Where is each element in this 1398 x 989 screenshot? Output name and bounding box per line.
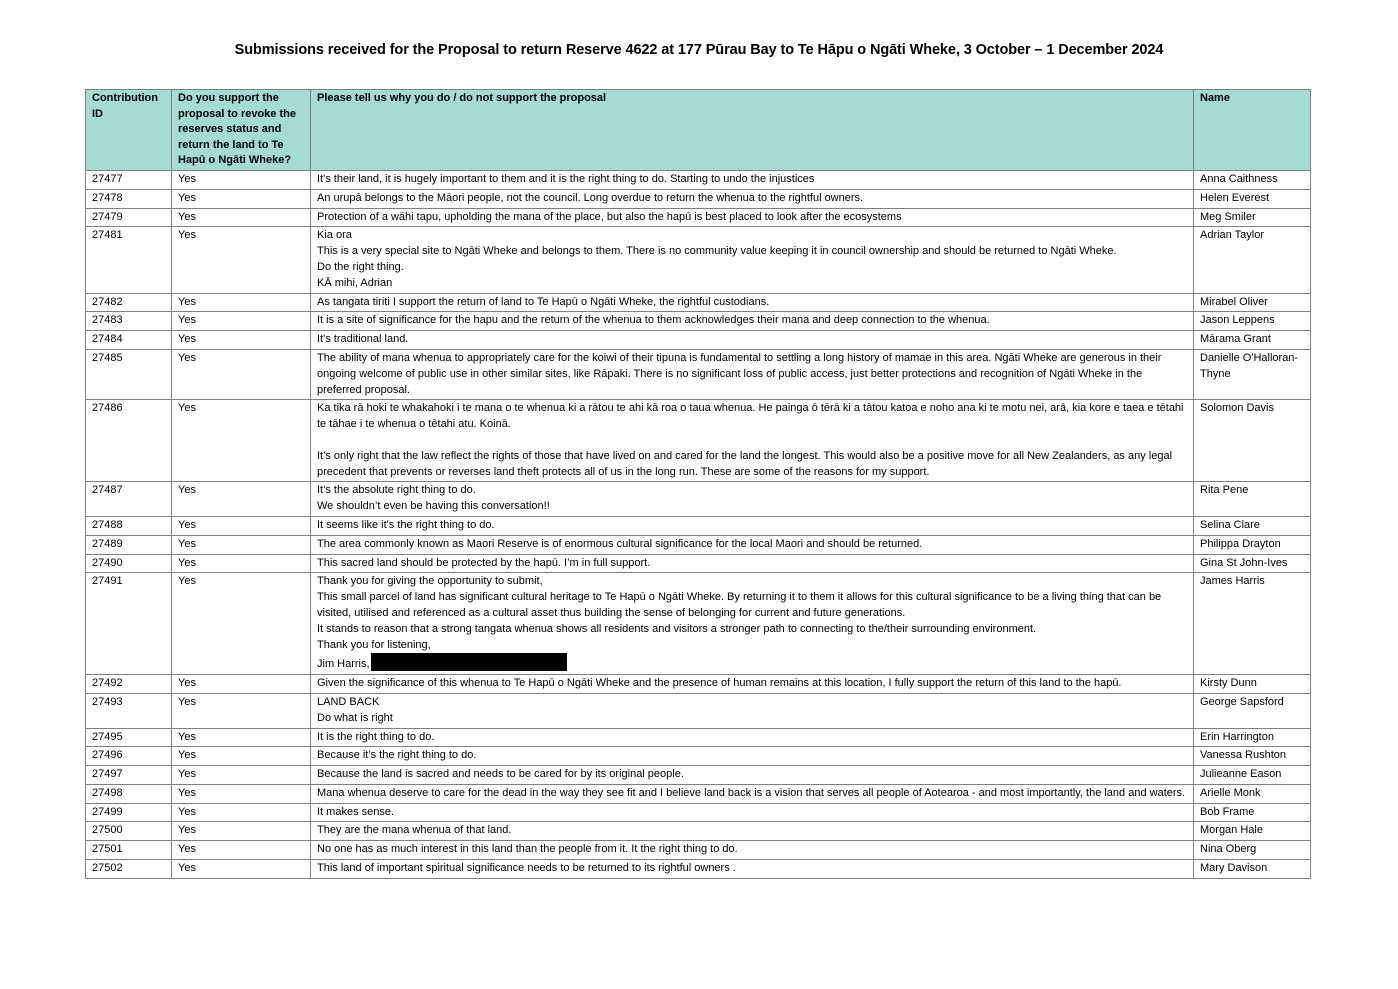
table-header-row (86, 90, 1311, 171)
contribution-id-cell: 27496 (86, 747, 172, 766)
contribution-id-cell: 27497 (86, 766, 172, 785)
contribution-id-cell: 27487 (86, 482, 172, 517)
support-cell: Yes (172, 860, 311, 879)
contribution-id-cell: 27499 (86, 803, 172, 822)
contribution-id-cell: 27498 (86, 784, 172, 803)
comment-line: KĀ mihi, Adrian (317, 276, 393, 289)
contribution-id-cell: 27492 (86, 675, 172, 694)
comment-cell (311, 189, 1194, 208)
comment-line: It stands to reason that a strong tangata whenua shows all residents and visitors a stronger path to connecting to the/their surrounding environment. (317, 622, 1037, 635)
support-cell: Yes (172, 400, 311, 482)
comment-cell (311, 482, 1194, 517)
table-row (86, 400, 1311, 482)
name-cell: Erin Harrington (1194, 728, 1311, 747)
support-cell: Yes (172, 747, 311, 766)
contribution-id-cell: 27491 (86, 573, 172, 675)
contribution-id-cell: 27502 (86, 860, 172, 879)
header-name: Name (1194, 90, 1311, 171)
table-row (86, 803, 1311, 822)
contribution-id-cell: 27493 (86, 693, 172, 728)
name-cell: Gina St John-Ives (1194, 554, 1311, 573)
header-contribution-id: Contribution ID (86, 90, 172, 171)
table-row (86, 189, 1311, 208)
table-row (86, 208, 1311, 227)
comment-cell (311, 349, 1194, 399)
comment-line: The ability of mana whenua to appropriately care for the koiwi of their tipuna is fundamental to settling a long history of mamae in this area. Ngāti Wheke are generous in their ongoing welcome of public use in other similar sites, like Rāpaki. There is no significant loss of public access, just better protections and recognition of Ngāti Wheke in the preferred proposal. (317, 351, 1162, 396)
name-cell: Arielle Monk (1194, 784, 1311, 803)
comment-cell (311, 293, 1194, 312)
table-row (86, 675, 1311, 694)
support-cell: Yes (172, 693, 311, 728)
table-body (86, 171, 1311, 879)
name-cell: Rita Pene (1194, 482, 1311, 517)
name-cell: Nina Oberg (1194, 841, 1311, 860)
support-cell: Yes (172, 784, 311, 803)
contribution-id-cell: 27489 (86, 535, 172, 554)
comment-cell (311, 312, 1194, 331)
table-row (86, 516, 1311, 535)
support-cell: Yes (172, 766, 311, 785)
comment-line: It's traditional land. (317, 333, 409, 346)
comment-line: It seems like it's the right thing to do. (317, 518, 495, 531)
name-cell: Adrian Taylor (1194, 227, 1311, 293)
comment-cell (311, 554, 1194, 573)
table-row (86, 784, 1311, 803)
name-cell: George Sapsford (1194, 693, 1311, 728)
support-cell: Yes (172, 535, 311, 554)
comment-cell (311, 675, 1194, 694)
contribution-id-cell: 27495 (86, 728, 172, 747)
name-cell: Jason Leppens (1194, 312, 1311, 331)
comment-line: No one has as much interest in this land than the people from it. It the right thing to do. (317, 843, 738, 856)
name-cell: Mirabel Oliver (1194, 293, 1311, 312)
comment-line: Mana whenua deserve to care for the dead in the way they see fit and I believe land back is a vision that serves all people of Aotearoa - and most importantly, the land and waters. (317, 786, 1186, 799)
support-cell: Yes (172, 573, 311, 675)
comment-line: It is the right thing to do. (317, 730, 435, 743)
support-cell: Yes (172, 516, 311, 535)
table-row (86, 312, 1311, 331)
comment-line: This small parcel of land has significant cultural heritage to Te Hapū o Ngāti Wheke. By returning it to them it allows for this cultural significance to be a living thing that can be visited, utilised and referenced as a cultural asset thus building the sense of belonging for current and future generations. (317, 591, 1162, 619)
name-cell: Helen Everest (1194, 189, 1311, 208)
comment-line: It makes sense. (317, 805, 395, 818)
comment-line: We shouldn’t even be having this conversation!! (317, 500, 550, 513)
name-cell: Solomon Davis (1194, 400, 1311, 482)
table-row (86, 293, 1311, 312)
support-cell: Yes (172, 331, 311, 350)
table-row (86, 573, 1311, 675)
comment-cell (311, 766, 1194, 785)
header-support: Do you support the proposal to revoke the reserves status and return the land to Te Hapū o Ngāti Wheke? (172, 90, 311, 171)
comment-cell (311, 535, 1194, 554)
table-row (86, 693, 1311, 728)
signoff-text: Jim Harris, (317, 658, 370, 671)
comment-cell (311, 516, 1194, 535)
contribution-id-cell: 27501 (86, 841, 172, 860)
contribution-id-cell: 27479 (86, 208, 172, 227)
table-row (86, 860, 1311, 879)
table-row (86, 554, 1311, 573)
table-row (86, 822, 1311, 841)
table-row (86, 171, 1311, 190)
comment-cell (311, 841, 1194, 860)
comment-line: As tangata tiriti I support the return of land to Te Hapū o Ngāti Wheke, the rightful custodians. (317, 295, 770, 308)
comment-line: Protection of a wāhi tapu, upholding the mana of the place, but also the hapū is best placed to look after the ecosystems (317, 210, 902, 223)
comment-line: This land of important spiritual significance needs to be returned to its rightful owners . (317, 862, 736, 875)
comment-line: An urupā belongs to the Māori people, not the council. Long overdue to return the whenua to the rightful owners. (317, 191, 864, 204)
comment-cell (311, 728, 1194, 747)
comment-cell (311, 822, 1194, 841)
comment-cell (311, 803, 1194, 822)
comment-cell (311, 227, 1194, 293)
comment-line (317, 433, 1187, 449)
contribution-id-cell: 27477 (86, 171, 172, 190)
support-cell: Yes (172, 803, 311, 822)
support-cell: Yes (172, 171, 311, 190)
comment-line: Thank you for giving the opportunity to submit, (317, 575, 543, 588)
name-cell: Anna Caithness (1194, 171, 1311, 190)
comment-line: Kia ora (317, 229, 352, 242)
comment-line: Do what is right (317, 711, 393, 724)
comment-line: Ka tika rā hoki te whakahoki i te mana o te whenua ki a rātou te ahi kā roa o taua whenua. He painga ō tērā ki a tātou katoa e noho ana ki te motu nei, arā, kia kore e taea e tētahi te tāhae i te whenua o tētahi atu. Koinā. (317, 402, 1184, 431)
comment-line: It’s only right that the law reflect the rights of those that have lived on and cared for the land the longest. This would also be a positive move for all New Zealanders, as any legal precedent that prevents or reverses land theft protects all of us in the long run. These are some of the reasons for my support. (317, 449, 1173, 478)
table-row (86, 482, 1311, 517)
support-cell: Yes (172, 208, 311, 227)
support-cell: Yes (172, 227, 311, 293)
submissions-table (85, 89, 1311, 879)
support-cell: Yes (172, 293, 311, 312)
name-cell: Morgan Hale (1194, 822, 1311, 841)
name-cell: Philippa Drayton (1194, 535, 1311, 554)
header-reason: Please tell us why you do / do not support the proposal (311, 90, 1194, 171)
support-cell: Yes (172, 554, 311, 573)
name-cell: Vanessa Rushton (1194, 747, 1311, 766)
table-row (86, 728, 1311, 747)
comment-line: This is a very special site to Ngāti Wheke and belongs to them. There is no community value keeping it in council ownership and should be returned to Ngāti Wheke. (317, 245, 1117, 258)
name-cell: Selina Clare (1194, 516, 1311, 535)
support-cell: Yes (172, 482, 311, 517)
name-cell: Julieanne Eason (1194, 766, 1311, 785)
comment-line: Because it’s the right thing to do. (317, 749, 477, 762)
redaction-block (371, 653, 567, 671)
name-cell: James Harris (1194, 573, 1311, 675)
contribution-id-cell: 27500 (86, 822, 172, 841)
comment-line: LAND BACK (317, 695, 380, 708)
comment-line: It's their land, it is hugely important to them and it is the right thing to do. Starting to undo the injustices (317, 173, 815, 185)
table-row (86, 349, 1311, 399)
comment-cell (311, 208, 1194, 227)
name-cell: Meg Smiler (1194, 208, 1311, 227)
page-title: Submissions received for the Proposal to return Reserve 4622 at 177 Pūrau Bay to Te Hāpu o Ngāti Wheke, 3 October – 1 December 2024 (234, 42, 1164, 58)
comment-line: They are the mana whenua of that land. (317, 824, 512, 837)
contribution-id-cell: 27478 (86, 189, 172, 208)
comment-cell (311, 693, 1194, 728)
support-cell: Yes (172, 841, 311, 860)
support-cell: Yes (172, 349, 311, 399)
name-cell: Danielle O'Halloran-Thyne (1194, 349, 1311, 399)
contribution-id-cell: 27490 (86, 554, 172, 573)
name-cell: Kirsty Dunn (1194, 675, 1311, 694)
table-row (86, 535, 1311, 554)
name-cell: Bob Frame (1194, 803, 1311, 822)
comment-line: It is a site of significance for the hapu and the return of the whenua to them acknowledges their mana and deep connection to the whenua. (317, 314, 990, 327)
table-row (86, 331, 1311, 350)
support-cell: Yes (172, 312, 311, 331)
contribution-id-cell: 27486 (86, 400, 172, 482)
support-cell: Yes (172, 189, 311, 208)
table-row (86, 841, 1311, 860)
comment-cell (311, 573, 1194, 675)
table-row (86, 227, 1311, 293)
support-cell: Yes (172, 822, 311, 841)
comment-cell (311, 860, 1194, 879)
comment-line: It’s the absolute right thing to do. (317, 484, 476, 497)
comment-cell (311, 171, 1194, 190)
comment-line: Do the right thing. (317, 260, 404, 273)
table-row (86, 747, 1311, 766)
contribution-id-cell: 27483 (86, 312, 172, 331)
comment-cell (311, 784, 1194, 803)
name-cell: Mary Davison (1194, 860, 1311, 879)
contribution-id-cell: 27484 (86, 331, 172, 350)
contribution-id-cell: 27482 (86, 293, 172, 312)
comment-line: Thank you for listening, (317, 638, 431, 651)
comment-line: Given the significance of this whenua to Te Hapū o Ngāti Wheke and the presence of human remains at this location, I fully support the return of this land to the hapū. (317, 677, 1122, 690)
comment-cell (311, 747, 1194, 766)
name-cell: Mārama Grant (1194, 331, 1311, 350)
comment-signoff (317, 653, 1187, 673)
support-cell: Yes (172, 728, 311, 747)
contribution-id-cell: 27485 (86, 349, 172, 399)
support-cell: Yes (172, 675, 311, 694)
contribution-id-cell: 27481 (86, 227, 172, 293)
comment-cell (311, 331, 1194, 350)
comment-line: The area commonly known as Maori Reserve is of enormous cultural significance for the local Maori and should be returned. (317, 537, 923, 550)
comment-cell (311, 400, 1194, 482)
comment-line: Because the land is sacred and needs to be cared for by its original people. (317, 768, 684, 781)
contribution-id-cell: 27488 (86, 516, 172, 535)
table-row (86, 766, 1311, 785)
comment-line: This sacred land should be protected by the hapū. I’m in full support. (317, 556, 651, 569)
